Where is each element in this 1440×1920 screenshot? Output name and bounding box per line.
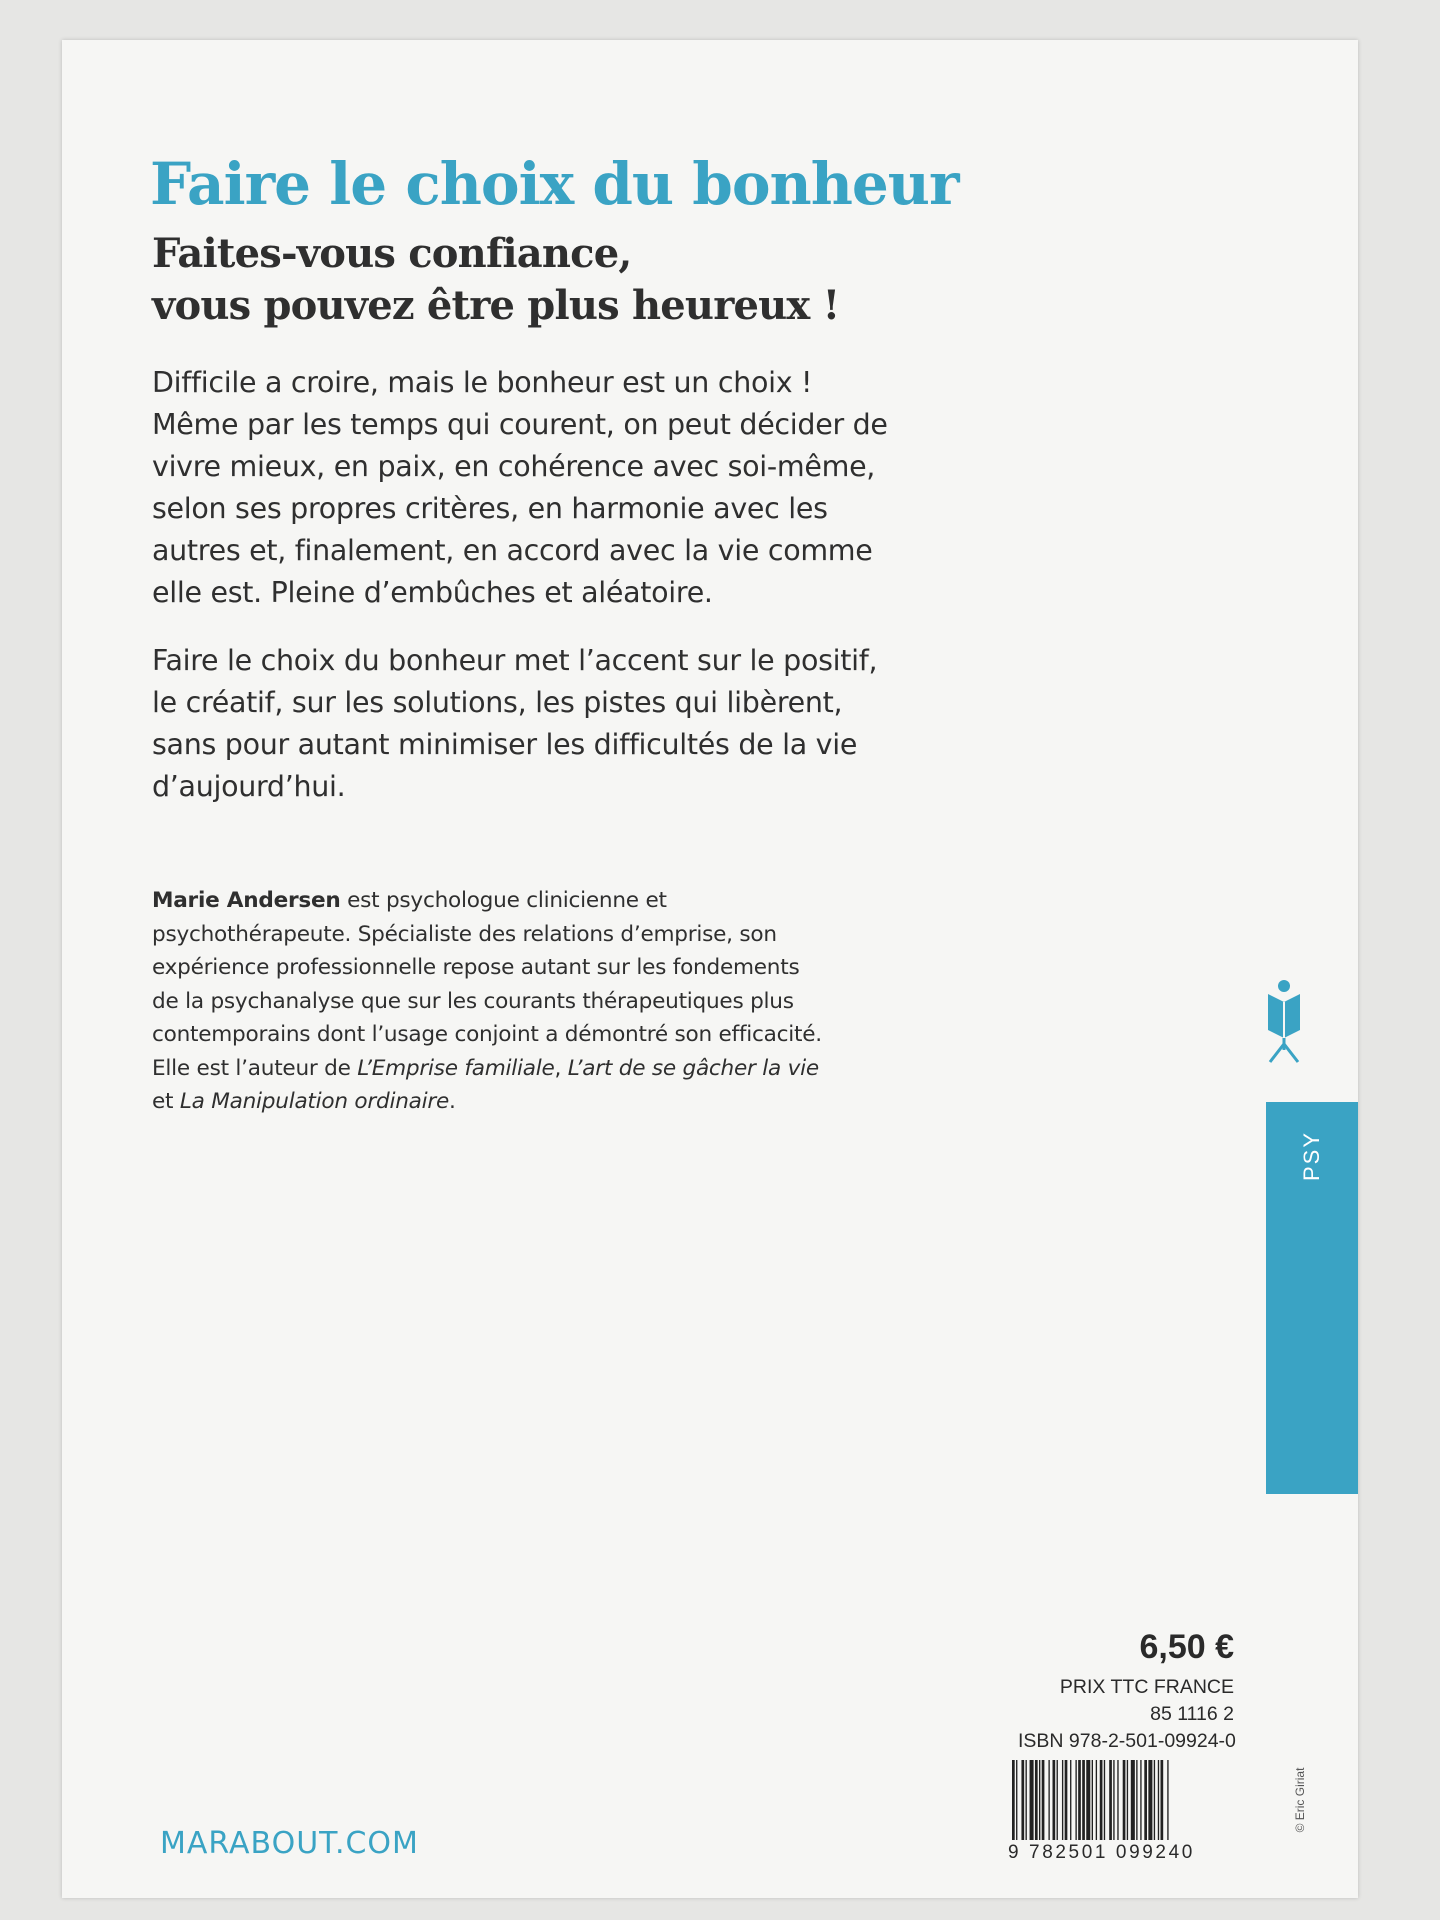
product-code: 85 1116 2: [1150, 1703, 1234, 1725]
barcode-bar: [1082, 1760, 1085, 1840]
barcode-bar: [1167, 1760, 1168, 1840]
barcode-bar: [1158, 1760, 1159, 1840]
photo-credit: © Eric Giriat: [1293, 1767, 1307, 1833]
barcode-bar: [1026, 1760, 1027, 1840]
barcode-bar: [1021, 1760, 1024, 1840]
barcode-bar: [1140, 1760, 1141, 1840]
barcode-bar: [1053, 1760, 1056, 1840]
price: 6,50 €: [1139, 1628, 1234, 1666]
barcode-bar: [1096, 1760, 1097, 1840]
book-reference: L’Emprise familiale: [357, 1055, 555, 1081]
book-title: Faire le choix du bonheur: [150, 150, 959, 218]
barcode-bar: [1154, 1760, 1155, 1840]
bio-line: expérience professionnelle repose autant sur les fondements: [152, 955, 800, 980]
barcode-bar: [1030, 1760, 1034, 1840]
blurb-line: selon ses propres critères, en harmonie avec les: [152, 492, 828, 525]
barcode-bar: [1100, 1760, 1103, 1840]
category-label: PSY: [1299, 1130, 1324, 1182]
barcode-bar: [1144, 1760, 1147, 1840]
blurb-line: elle est. Pleine d’embûches et aléatoire.: [152, 576, 713, 609]
book-reference: La Manipulation ordinaire: [179, 1089, 450, 1114]
publisher-website: MARABOUT.COM: [160, 1826, 419, 1861]
blurb-line: autres et, finalement, en accord avec la vie comme: [152, 534, 873, 567]
barcode-bar: [1065, 1760, 1068, 1840]
barcode-bar: [1062, 1760, 1063, 1840]
barcode-digits: 9 782501 099240: [1008, 1842, 1195, 1863]
blurb-paragraph-1: [152, 362, 1102, 614]
category-tab: [1266, 1102, 1358, 1494]
barcode-bar: [1161, 1760, 1164, 1840]
bio-text: Elle est l’auteur de: [152, 1055, 358, 1081]
barcode-bar: [1035, 1760, 1038, 1840]
bio-text: .: [449, 1089, 456, 1114]
blurb-line: Faire le choix du bonheur met l’accent sur le positif,: [152, 644, 878, 677]
bio-line: [152, 1085, 1072, 1119]
blurb-line: vivre mieux, en paix, en cohérence avec soi-même,: [152, 450, 876, 483]
barcode-bar: [1092, 1760, 1093, 1840]
isbn: ISBN 978-2-501-09924-0: [1018, 1730, 1236, 1752]
marabout-reader-logo-icon: [1262, 972, 1306, 1072]
barcode-bar: [1086, 1760, 1090, 1840]
subtitle-line: vous pouvez être plus heureux !: [152, 282, 840, 329]
author-name: Marie Andersen: [152, 888, 341, 913]
bio-line: psychothérapeute. Spécialiste des relations d’emprise, son: [152, 921, 777, 947]
barcode-bar: [1042, 1760, 1045, 1840]
bio-line: de la psychanalyse que sur les courants thérapeutiques plus: [152, 988, 794, 1014]
bio-text: est psychologue clinicienne et: [340, 888, 667, 913]
barcode-bar: [1057, 1760, 1058, 1840]
barcode-bar: [1117, 1760, 1118, 1840]
price-info: [1018, 1674, 1234, 1755]
barcode-bar: [1012, 1760, 1015, 1840]
barcode-bar: [1136, 1760, 1137, 1840]
blurb-line: Difficile a croire, mais le bonheur est un choix !: [152, 366, 813, 399]
barcode-bar: [1104, 1760, 1105, 1840]
bio-line: [152, 1052, 1072, 1086]
blurb-line: Même par les temps qui courent, on peut décider de: [152, 408, 888, 441]
blurb-line: d’aujourd’hui.: [152, 770, 346, 803]
barcode-bar: [1148, 1760, 1152, 1840]
barcode-bar: [1078, 1760, 1081, 1840]
bio-line: contemporains dont l’usage conjoint a démontré son efficacité.: [152, 1022, 822, 1047]
blurb-line: sans pour autant minimiser les difficultés de la vie: [152, 728, 858, 761]
barcode-bar: [1113, 1760, 1114, 1840]
barcode: [1010, 1760, 1260, 1840]
book-subtitle: [152, 228, 839, 332]
bio-text: ,: [554, 1055, 568, 1081]
subtitle-line: Faites-vous confiance,: [152, 230, 632, 277]
barcode-bar: [1123, 1760, 1126, 1840]
barcode-bar: [1131, 1760, 1135, 1840]
book-reference: L’art de se gâcher la vie: [567, 1055, 819, 1081]
barcode-bar: [1048, 1760, 1049, 1840]
barcode-bar: [1016, 1760, 1017, 1840]
barcode-bar: [1039, 1760, 1040, 1840]
bio-line: [152, 884, 1072, 918]
blurb-paragraph-2: [152, 640, 1102, 808]
price-label: PRIX TTC FRANCE: [1059, 1676, 1234, 1698]
barcode-bar: [1070, 1760, 1071, 1840]
barcode-bar: [1109, 1760, 1112, 1840]
barcode-bar: [1075, 1760, 1076, 1840]
blurb-line: le créatif, sur les solutions, les pistes qui libèrent,: [152, 686, 843, 719]
author-bio: [152, 884, 1072, 1119]
bio-text: et: [152, 1089, 180, 1114]
barcode-bar: [1127, 1760, 1128, 1840]
